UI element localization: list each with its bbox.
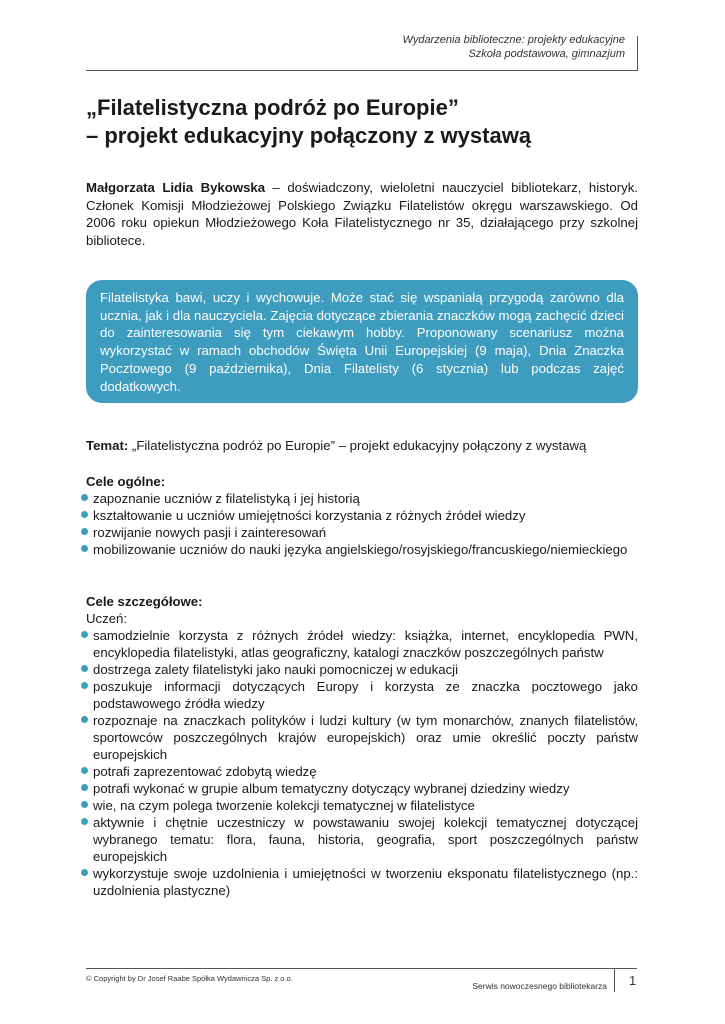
list-item xyxy=(86,797,638,814)
copyright-notice: © Copyright by Dr Josef Raabe Spółka Wydawnicza Sp. z o.o. xyxy=(86,974,293,983)
list-item-text: wie, na czym polega tworzenie kolekcji tematycznej w filatelistyce xyxy=(93,798,475,813)
bullet-icon xyxy=(81,631,88,638)
running-header xyxy=(402,33,625,61)
detailed-goals-section xyxy=(86,593,638,899)
header-divider xyxy=(86,70,637,71)
topic-line xyxy=(86,437,646,455)
bullet-icon xyxy=(81,545,88,552)
detailed-goals-list xyxy=(86,627,638,899)
list-item xyxy=(86,490,638,507)
title-line-2: – projekt edukacyjny połączony z wystawą xyxy=(86,123,532,148)
list-item xyxy=(86,524,638,541)
list-item-text: poszukuje informacji dotyczących Europy i korzysta ze znaczka pocztowego jako podstawowego źródła wiedzy xyxy=(93,679,638,711)
bullet-icon xyxy=(81,665,88,672)
list-item-text: kształtowanie u uczniów umiejętności korzystania z różnych źródeł wiedzy xyxy=(93,508,526,523)
list-item-text: samodzielnie korzysta z różnych źródeł wiedzy: książka, internet, encyklopedia PWN, encyklopedia filatelistyki, atlas geograficzny, katalogi znaczków poszczególnych państw xyxy=(93,628,638,660)
list-item-text: rozwijanie nowych pasji i zainteresowań xyxy=(93,525,327,540)
title-line-1: „Filatelistyczna podróż po Europie” xyxy=(86,95,459,120)
list-item-text: potrafi wykonać w grupie album tematyczny dotyczący wybranej dziedziny wiedzy xyxy=(93,781,570,796)
general-goals-section xyxy=(86,473,638,558)
author-name: Małgorzata Lidia Bykowska xyxy=(86,180,266,195)
list-item xyxy=(86,763,638,780)
list-item xyxy=(86,661,638,678)
detailed-goals-intro: Uczeń: xyxy=(86,611,128,626)
author-description: – doświadczony, wieloletni nauczyciel bibliotekarz, historyk. Członek Komisji Młodzieżowej Polskiego Związku Filatelistów okręgu warszawskiego. Od 2006 roku opiekun Młodzieżowego Koła Filatelistycznego nr 35, działającego przy szkolnej bibliotece. xyxy=(86,180,638,249)
list-item-text: aktywnie i chętnie uczestniczy w powstawaniu swojej kolekcji tematycznej dotyczącej wybranego tematu: flora, fauna, historia, geografia, sport poszczególnych państw europejskich xyxy=(93,815,638,864)
list-item-text: dostrzega zalety filatelistyki jako nauki pomocniczej w edukacji xyxy=(93,662,459,677)
footer-vertical-divider xyxy=(614,968,615,992)
list-item xyxy=(86,627,638,661)
list-item xyxy=(86,541,638,558)
header-vertical-divider xyxy=(637,36,638,71)
list-item xyxy=(86,507,638,524)
list-item-text: zapoznanie uczniów z filatelistyką i jej historią xyxy=(93,491,360,506)
page-number: 1 xyxy=(629,973,637,988)
bullet-icon xyxy=(81,818,88,825)
list-item xyxy=(86,865,638,899)
list-item-text: mobilizowanie uczniów do nauki języka angielskiego/rosyjskiego/francuskiego/niemieckiego xyxy=(93,542,628,557)
bullet-icon xyxy=(81,784,88,791)
header-line-1: Wydarzenia biblioteczne: projekty edukacyjne xyxy=(402,34,625,46)
list-item xyxy=(86,814,638,865)
list-item-text: rozpoznaje na znaczkach polityków i ludzi kultury (w tym monarchów, znanych filatelistów, sportowców poszczególnych krajów europejskich) oraz umie określić poczty państw europejskich xyxy=(93,713,638,762)
topic-label: Temat: xyxy=(86,438,129,453)
detailed-goals-heading: Cele szczegółowe: xyxy=(86,594,203,609)
bullet-icon xyxy=(81,869,88,876)
author-bio xyxy=(86,179,638,250)
general-goals-heading: Cele ogólne: xyxy=(86,474,166,489)
list-item xyxy=(86,678,638,712)
list-item-text: potrafi zaprezentować zdobytą wiedzę xyxy=(93,764,317,779)
bullet-icon xyxy=(81,494,88,501)
bullet-icon xyxy=(81,511,88,518)
general-goals-list xyxy=(86,490,638,558)
page-title xyxy=(86,94,646,150)
list-item xyxy=(86,712,638,763)
bullet-icon xyxy=(81,767,88,774)
bullet-icon xyxy=(81,682,88,689)
bullet-icon xyxy=(81,528,88,535)
header-line-2: Szkoła podstawowa, gimnazjum xyxy=(468,48,625,60)
bullet-icon xyxy=(81,801,88,808)
footer-divider xyxy=(86,968,637,969)
series-name: Serwis nowoczesnego bibliotekarza xyxy=(472,981,607,991)
lead-callout xyxy=(86,280,638,403)
bullet-icon xyxy=(81,716,88,723)
lead-text: Filatelistyka bawi, uczy i wychowuje. Może stać się wspaniałą przygodą zarówno dla ucznia, jak i dla nauczyciela. Zajęcia dotyczące zbierania znaczków mogą zachęcić dzieci do zainteresowania się tym ciekawym hobby. Proponowany scenariusz można wykorzystać w ramach obchodów Święta Unii Europejskiej (9 maja), Dnia Znaczka Pocztowego (9 października), Dnia Filatelisty (6 stycznia) lub podczas zajęć dodatkowych. xyxy=(100,290,624,394)
list-item xyxy=(86,780,638,797)
list-item-text: wykorzystuje swoje uzdolnienia i umiejętności w tworzeniu eksponatu filatelistycznego (np.: uzdolnienia plastyczne) xyxy=(93,866,638,898)
topic-text: „Filatelistyczna podróż po Europie” – projekt edukacyjny połączony z wystawą xyxy=(128,438,587,453)
